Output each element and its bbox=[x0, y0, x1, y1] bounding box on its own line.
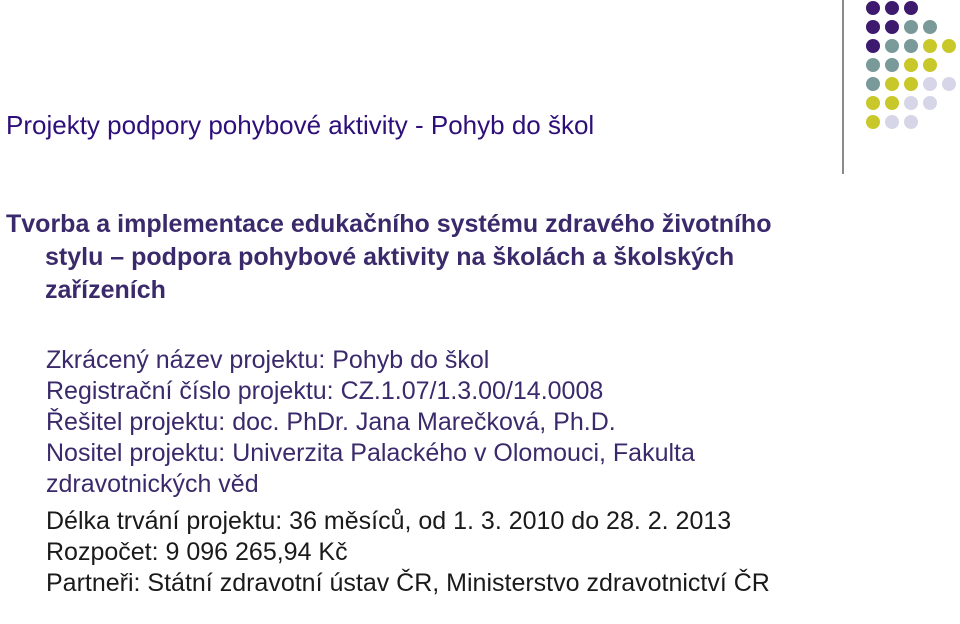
project-full-name-line-3: zařízeních bbox=[45, 276, 166, 304]
decorative-dot bbox=[885, 96, 899, 110]
decorative-dot bbox=[923, 77, 937, 91]
decorative-dot bbox=[923, 58, 937, 72]
decorative-dot bbox=[904, 115, 918, 129]
decorative-dot bbox=[866, 1, 880, 15]
decorative-dot bbox=[885, 20, 899, 34]
decorative-dot bbox=[866, 115, 880, 129]
decorative-dot bbox=[904, 96, 918, 110]
decorative-dot bbox=[904, 77, 918, 91]
budget-line: Rozpočet: 9 096 265,94 Kč bbox=[46, 538, 348, 566]
decorative-dot-grid bbox=[862, 0, 960, 160]
decorative-dot bbox=[904, 20, 918, 34]
decorative-dot bbox=[885, 1, 899, 15]
decorative-dot bbox=[923, 20, 937, 34]
project-details bbox=[46, 345, 946, 599]
short-name-line: Zkrácený název projektu: Pohyb do škol bbox=[46, 346, 490, 374]
duration-line: Délka trvání projektu: 36 měsíců, od 1. 3. 2010 do 28. 2. 2013 bbox=[46, 507, 732, 535]
decorative-dot bbox=[866, 20, 880, 34]
decorative-dot bbox=[866, 77, 880, 91]
decorative-dot bbox=[904, 39, 918, 53]
decorative-dot bbox=[942, 39, 956, 53]
vertical-divider bbox=[842, 0, 844, 174]
page-title: Projekty podpory pohybové aktivity - Pohyb do škol bbox=[6, 110, 595, 140]
decorative-dot bbox=[904, 1, 918, 15]
decorative-dot bbox=[885, 115, 899, 129]
decorative-dot bbox=[885, 39, 899, 53]
holder-line-1: Nositel projektu: Univerzita Palackého v Olomouci, Fakulta bbox=[46, 439, 695, 467]
decorative-dot bbox=[923, 96, 937, 110]
holder-line-2: zdravotnických věd bbox=[46, 470, 259, 498]
partners-line: Partneři: Státní zdravotní ústav ČR, Ministerstvo zdravotnictví ČR bbox=[46, 569, 770, 597]
project-full-name-line-1: Tvorba a implementace edukačního systému zdravého životního bbox=[6, 210, 772, 238]
registration-number-line: Registrační číslo projektu: CZ.1.07/1.3.00/14.0008 bbox=[46, 377, 604, 405]
project-full-name-line-2: stylu – podpora pohybové aktivity na školách a školských bbox=[45, 243, 735, 271]
investigator-line: Řešitel projektu: doc. PhDr. Jana Marečková, Ph.D. bbox=[46, 408, 616, 436]
decorative-dot bbox=[866, 39, 880, 53]
decorative-dot bbox=[866, 58, 880, 72]
decorative-dot bbox=[923, 39, 937, 53]
decorative-dot bbox=[866, 96, 880, 110]
decorative-dot bbox=[942, 77, 956, 91]
decorative-dot bbox=[904, 58, 918, 72]
project-full-name bbox=[6, 208, 906, 307]
decorative-dot bbox=[885, 58, 899, 72]
decorative-dot bbox=[885, 77, 899, 91]
